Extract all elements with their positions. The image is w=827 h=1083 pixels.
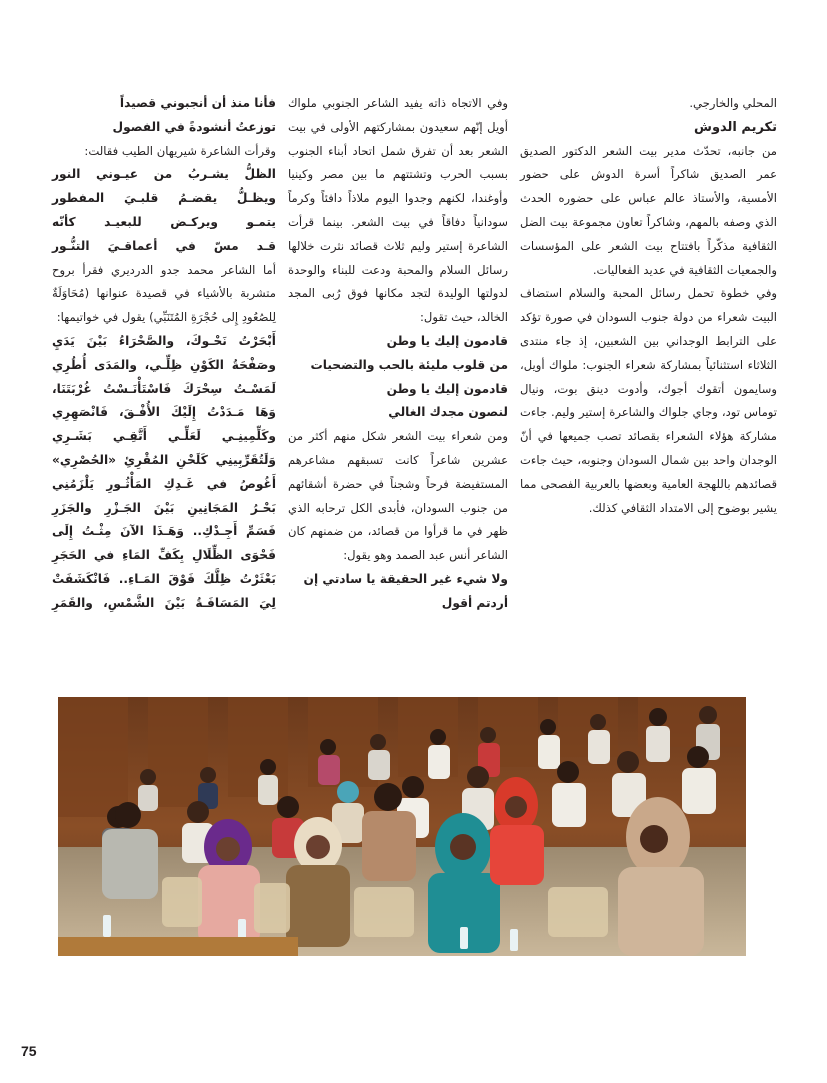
poem-line: فَحْوَى الظِّلَالِ بِكَفِّ المَاءِ في الحَجَرِ	[52, 548, 276, 563]
poem-line: توزعتُ أنشودةً في الفصول	[112, 119, 276, 134]
poem-line: لنصون مجدك الغالي	[388, 405, 508, 420]
poem-line: ويظـلُّ يقضـمُ قلبـيَ المفطور	[52, 191, 276, 206]
poem-line: لِيَ المَسَافَـةُ بَيْنَ الشَّمْسِ، والقَمَرِ	[52, 595, 276, 610]
poem-line: من قلوب مليئة بالحب والتضحيات	[310, 357, 508, 372]
poem-line: فأنا منذ أن أنجبوني قصيداً	[119, 96, 276, 110]
paragraph: وفي الاتجاه ذاته يفيد الشاعر الجنوبي ملواك أويل إنّهم سعيدون بمشاركتهم الأولى في بيت الشعر بعد أن تفرق شمل اتحاد أبناء الجنوب بسبب الحرب وتشتتهم ما بين مصر وكينيا وأوغندا، لكنهم وجدوا اليوم ملاذاً دافئاً وكرماً سودانياً دفاقاً في بيت الشعر. بينما قرأت الشاعرة إستير وليم ثلاث قصائد نثرت خلالها رسائل السلام والمحبة ودعت للبناء والوحدة لدولتها الوليدة لتجد مكانها فوق رُبى المجد الخالد، حيث تقول:	[288, 96, 508, 325]
audience-photo	[58, 697, 746, 956]
poem-line: لَمَسْـتُ سِحْرَكَ فَاسْتَأْنَـسْتُ غُرْبَتَنَا،	[52, 381, 276, 396]
article-column-middle	[288, 92, 508, 616]
article-column-right	[520, 92, 777, 520]
poem-line: وَلَتُقَرِّبِينِي كَلَحْنِ المُقْرِئِ «الحُصْرِي»	[52, 452, 276, 467]
page-number: 75	[21, 1043, 37, 1059]
poem-line: وكَلِّمِينِـي لَعَلِّـي أَتَّقِـي بَشَـرِي	[52, 429, 276, 444]
paragraph: ومن شعراء بيت الشعر شكل منهم أكثر من عشرين شاعراً كانت تسبقهم مشاعرهم المستفيضة فرحاً وشجناً في حضرة أشقائهم من جنوب السودان، فأبدى الكل ترحابه الذي ظهر في ما قرأوا من قصائد، من ضمنهم كان الشاعر أنس عبد الصمد وهو يقول:	[288, 429, 508, 563]
paragraph: وفي خطوة تحمل رسائل المحبة والسلام استضاف البيت شعراء من دولة جنوب السودان في صورة تؤكد على الترابط الوجداني بين الشعبين، إذ جاء منتدى الثلاثاء استثنائياً بمشاركة شعراء الجنوب: ملواك أويل، وسايمون أتقوك أجوك، وأدوت دينق بوت، ونيال توماس تود، وجاي جلواك والشاعرة إستير وليم. جاءت مشاركة هؤلاء الشعراء بقصائد تصب جميعها في أنّ الوجدان واحد بين شمال السودان وجنوبه، حيث جاءت قصائدهم باللهجة العامية وبعضها بالعربية الفصحى مما يشير بوضوح إلى الامتداد الثقافي كذلك.	[520, 286, 777, 515]
poem-line: فَسَمِّ أَجِـدْكِ.. وَهَـذَا الآنَ مِثْـتُ إِلَى	[52, 524, 276, 539]
poem-line: أردتم أقول	[441, 595, 508, 610]
poem-line: بَعْثَرْتُ ظِلَّكَ فَوْقَ المَـاءِ.. فَانْكَشَفَتْ	[52, 571, 276, 586]
poem-line: أَبْحَرْتُ نَحْـوكَ، والصَّحْرَاءُ بَيْنَ يَدَيِ	[52, 333, 276, 348]
poem-line: قـد مسّ في أعماقـيَ التنُّـور	[52, 238, 276, 253]
poem-line: وصَفْحَةُ الكَوْنِ ظِلِّـي، والمَدَى أُطُرِي	[52, 357, 276, 372]
paragraph: أما الشاعر محمد جدو الدرديري فقرأ بروح متشربة بالأشياء في قصيدة عنوانها (مُحَاوَلَةٌ لِلصُعُودِ إِلى حُجْرَةِ المُتَنَبِّي) يقول في خواتيمها:	[52, 262, 276, 325]
poem-line: بَحْـرُ المَجَانِينِ بَيْنَ الجَـزْرِ والجَزَرِ	[52, 500, 276, 515]
poem-line: وَهَا مَـدَدْتُ إِلَيْكَ الأُفْـقَ، فَانْصَهِرِي	[52, 405, 276, 420]
poem-line: قادمون إليك يا وطن	[386, 333, 508, 348]
paragraph: وقرأت الشاعرة شيريهان الطيب فقالت:	[84, 143, 276, 158]
article-column-left	[52, 92, 276, 616]
paragraph: من جانبه، تحدّث مدير بيت الشعر الدكتور الصديق عمر الصديق شاكراً أسرة الدوش على حضور الأمسية، والأستاذ عالم عباس على حضوره الحدث الذي وصفه بالمهم، وشاكراً تعاون مجموعة بيت الضل الثقافية مذكّراً بافتتاح بيت الشعر على المؤسسات والجمعيات الثقافية في عديد الفعاليات.	[520, 143, 777, 277]
section-heading: تكريم الدوش	[694, 119, 777, 135]
poem-line: أَغُوصُ في غَـدِكِ المَأْثُـورِ يَلْزَمُنِي	[52, 476, 276, 491]
poem-line: ولا شيء غير الحقيقة يا سادتي إن	[303, 571, 508, 586]
poem-line: قادمون إليك يا وطن	[386, 381, 508, 396]
poem-line: يتمـو ويركـض للبعيـد كأنّه	[52, 214, 276, 229]
poem-line: الظلُّ يشـربُ من عيـوني النور	[52, 167, 276, 182]
paragraph: المحلي والخارجي.	[689, 96, 777, 110]
